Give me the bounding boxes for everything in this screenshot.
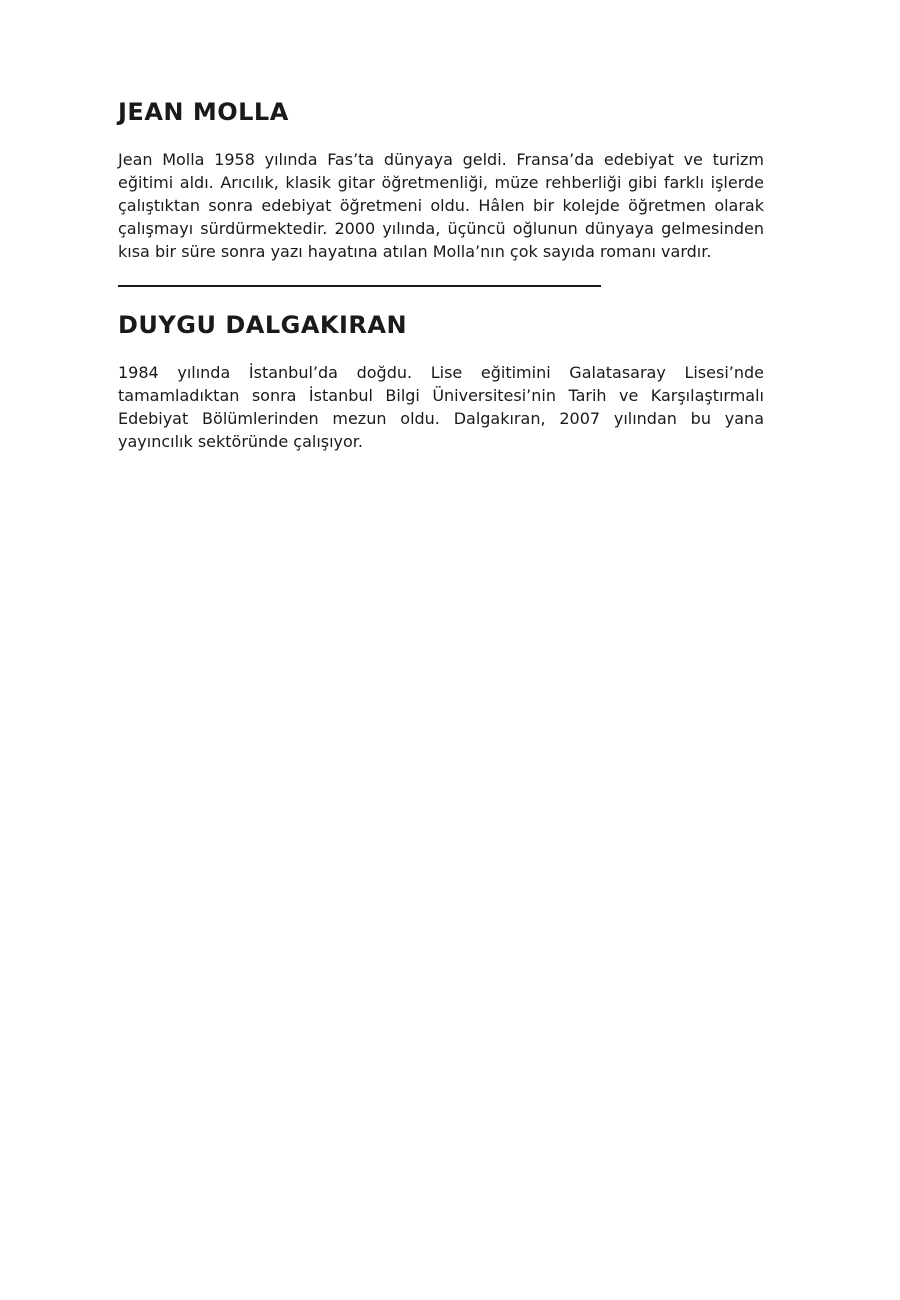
author-name-heading: JEAN MOLLA xyxy=(118,98,289,126)
author-bio-text: Jean Molla 1958 yılında Fas’ta dünyaya geldi. Fransa’da edebiyat ve turizm eğitimi aldı. Arıcılık, klasik gitar öğretmenliği, müze rehberliği gibi farklı işlerde çalıştıktan sonra edebiyat öğretmeni oldu. Hâlen bir kolejde öğretmen olarak çalışmayı sürdürmektedir. 2000 yılında, üçüncü oğlunun dünyaya gelmesinden kısa bir süre sonra yazı hayatına atılan Molla’nın çok sayıda romanı vardır. xyxy=(118,150,764,261)
section-divider xyxy=(118,285,601,287)
translator-bio-text: 1984 yılında İstanbul’da doğdu. Lise eğitimini Galatasaray Lisesi’nde tamamladıktan sonra İstanbul Bilgi Üniversitesi’nin Tarih ve Karşılaştırmalı Edebiyat Bölümlerinden mezun oldu. Dalgakıran, 2007 yılından bu yana yayıncılık sektöründe çalışıyor. xyxy=(118,363,764,451)
author-section-jean-molla xyxy=(118,96,764,263)
author-section-duygu-dalgakiran xyxy=(118,309,764,453)
page-content xyxy=(118,96,764,453)
translator-name-heading: DUYGU DALGAKIRAN xyxy=(118,311,408,339)
